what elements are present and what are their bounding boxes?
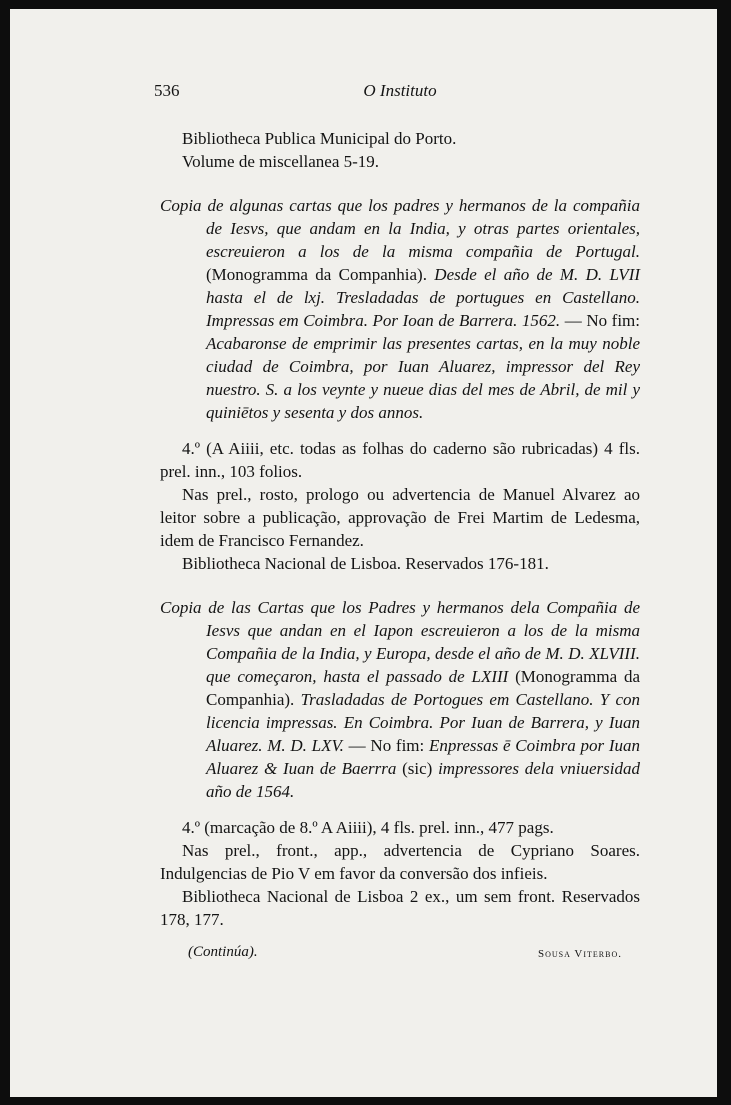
entry-2-title-part: (Monogramma da Companhia). [206, 667, 640, 709]
entry-1-title-part: Copia de algunas cartas que los padres y hermanos de la compañia de Iesvs, que andam en la India, y otras partes orientales, escreuieron a los de la misma compañia de Portugal. [160, 196, 640, 261]
entry-2-title-part: impressores dela vniuersidad año de 1564. [206, 759, 640, 801]
entry-1-title [160, 194, 640, 424]
spacer [160, 173, 640, 194]
volume-line: Volume de miscellanea 5-19. [182, 152, 380, 171]
entry-2-title-part: Copia de las Cartas que los Padres y hermanos dela Compañia de Iesvs que andan en el Iapon escreuieron a los de la misma Compañia de la India, y Europa, desde el año de M. D. XLVIII. que começaron, hasta el passado de LXIII [160, 598, 640, 686]
entry-2-format: 4.º (marcação de 8.º A Aiiii), 4 fls. prel. inn., 477 pags. [182, 818, 554, 837]
page-footer [160, 941, 640, 965]
page-header [154, 79, 640, 105]
entry-1-title-part: Desde el año de M. D. LVII hasta el de lxj. Tresladadas de portugues en Castellano. Impressas em Coimbra. Por Ioan de Barrera. 1562. [206, 265, 641, 330]
entry-1-notes: Nas prel., rosto, prologo ou advertencia de Manuel Alvarez ao leitor sobre a publicação, approvação de Frei Martim de Ledesma, idem de Francisco Fernandez. [160, 485, 640, 550]
spacer [160, 575, 640, 596]
entry-2-title-part: Trasladadas de Portogues em Castellano. Y con licencia impressas. En Coimbra. Por Iuan de Barrera, y Iuan Aluarez. M. D. LXV. [206, 690, 640, 755]
text-column [154, 79, 641, 965]
entry-2-location: Bibliotheca Nacional de Lisboa 2 ex., um sem front. Reservados 178, 177. [160, 887, 640, 929]
entry-1-title-part: Acabaronse de emprimir las presentes cartas, en la muy noble ciudad de Coimbra, por Iuan Aluarez, impressor del Rey nuestro. S. a los veynte y nueue dias del mes de Abril, de mil y quiniētos y sesenta y dos annos. [206, 334, 640, 422]
entry-2-title [160, 596, 640, 803]
entry-2-title-part: (sic) [396, 759, 439, 778]
page-number: 536 [154, 81, 180, 100]
entry-2-title-part: Enpressas ē Coimbra por Iuan Aluarez & Iuan de Baerrra [206, 736, 640, 778]
running-title: O Instituto [363, 81, 437, 100]
spacer [160, 803, 640, 816]
entry-2-title-part: — No fim: [343, 736, 429, 755]
library-line: Bibliotheca Publica Municipal do Porto. [182, 129, 457, 148]
entry-1-title-part: — No fim: [560, 311, 641, 330]
spacer [160, 424, 640, 437]
entry-1-format: 4.º (A Aiiii, etc. todas as folhas do caderno são rubricadas) 4 fls. prel. inn., 103 folios. [160, 439, 640, 481]
entry-1-location: Bibliotheca Nacional de Lisboa. Reservados 176-181. [182, 554, 549, 573]
entry-1-title-part: (Monogramma da Companhia). [206, 265, 435, 284]
document-page [10, 9, 717, 1097]
continua-note: (Continúa). [188, 944, 258, 960]
entry-2-notes: Nas prel., front., app., advertencia de Cypriano Soares. Indulgencias de Pio V em favor da conversão dos infieis. [160, 841, 640, 883]
author-signature: Sousa Viterbo. [537, 948, 622, 960]
